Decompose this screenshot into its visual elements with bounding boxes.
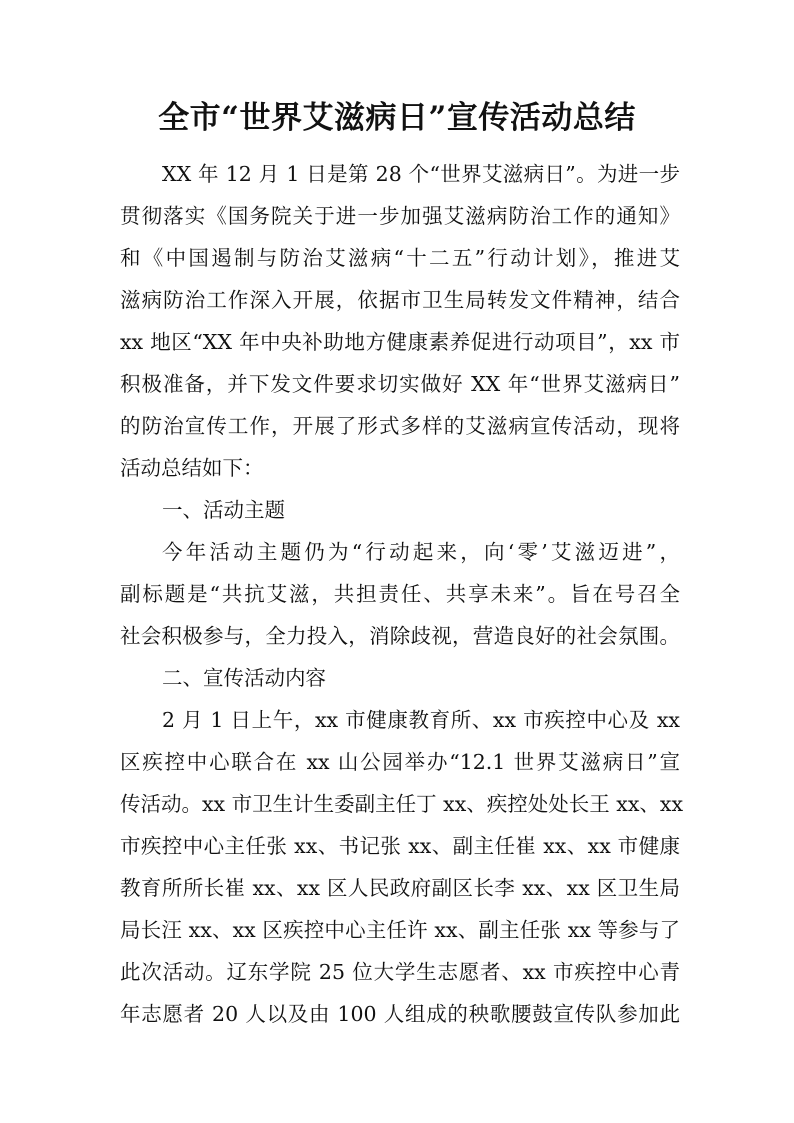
paragraph-line: 此次活动。辽东学院 25 位大学生志愿者、xx 市疾控中心青 xyxy=(120,960,680,984)
document-title: 全市“世界艾滋病日”宣传活动总结 xyxy=(158,100,636,136)
paragraph-line: 局长汪 xx、xx 区疾控中心主任许 xx、副主任张 xx 等参与了 xyxy=(120,918,680,942)
paragraph-line: xx 地区“XX 年中央补助地方健康素养促进行动项目”，xx 市 xyxy=(120,330,680,354)
paragraph-line: 副标题是“共抗艾滋，共担责任、共享未来”。旨在号召全 xyxy=(120,582,680,606)
paragraph-line: 2 月 1 日上午，xx 市健康教育所、xx 市疾控中心及 xx xyxy=(162,708,680,732)
paragraph-line: 贯彻落实《国务院关于进一步加强艾滋病防治工作的通知》 xyxy=(120,204,680,228)
paragraph-line: 活动总结如下： xyxy=(120,456,264,480)
section-heading: 一、活动主题 xyxy=(162,498,285,522)
paragraph-line: 和《中国遏制与防治艾滋病“十二五”行动计划》，推进艾 xyxy=(120,246,680,270)
paragraph-line: 市疾控中心主任张 xx、书记张 xx、副主任崔 xx、xx 市健康 xyxy=(120,834,680,858)
paragraph-line: 区疾控中心联合在 xx 山公园举办“12.1 世界艾滋病日”宣 xyxy=(120,750,680,774)
paragraph-line: XX 年 12 月 1 日是第 28 个“世界艾滋病日”。为进一步 xyxy=(162,162,680,186)
paragraph-line: 今年活动主题仍为“行动起来，向‘零’艾滋迈进”， xyxy=(162,540,680,564)
paragraph-line: 社会积极参与，全力投入，消除歧视，营造良好的社会氛围。 xyxy=(120,624,680,648)
paragraph-line: 积极准备，并下发文件要求切实做好 XX 年“世界艾滋病日” xyxy=(120,372,680,396)
section-heading: 二、宣传活动内容 xyxy=(162,666,326,690)
paragraph-line: 教育所所长崔 xx、xx 区人民政府副区长李 xx、xx 区卫生局 xyxy=(120,876,680,900)
paragraph-line: 传活动。xx 市卫生计生委副主任丁 xx、疾控处处长王 xx、xx xyxy=(120,792,684,816)
paragraph-line: 滋病防治工作深入开展，依据市卫生局转发文件精神，结合 xyxy=(120,288,680,312)
paragraph-line: 年志愿者 20 人以及由 100 人组成的秧歌腰鼓宣传队参加此 xyxy=(120,1002,680,1026)
paragraph-line: 的防治宣传工作，开展了形式多样的艾滋病宣传活动，现将 xyxy=(120,414,680,438)
